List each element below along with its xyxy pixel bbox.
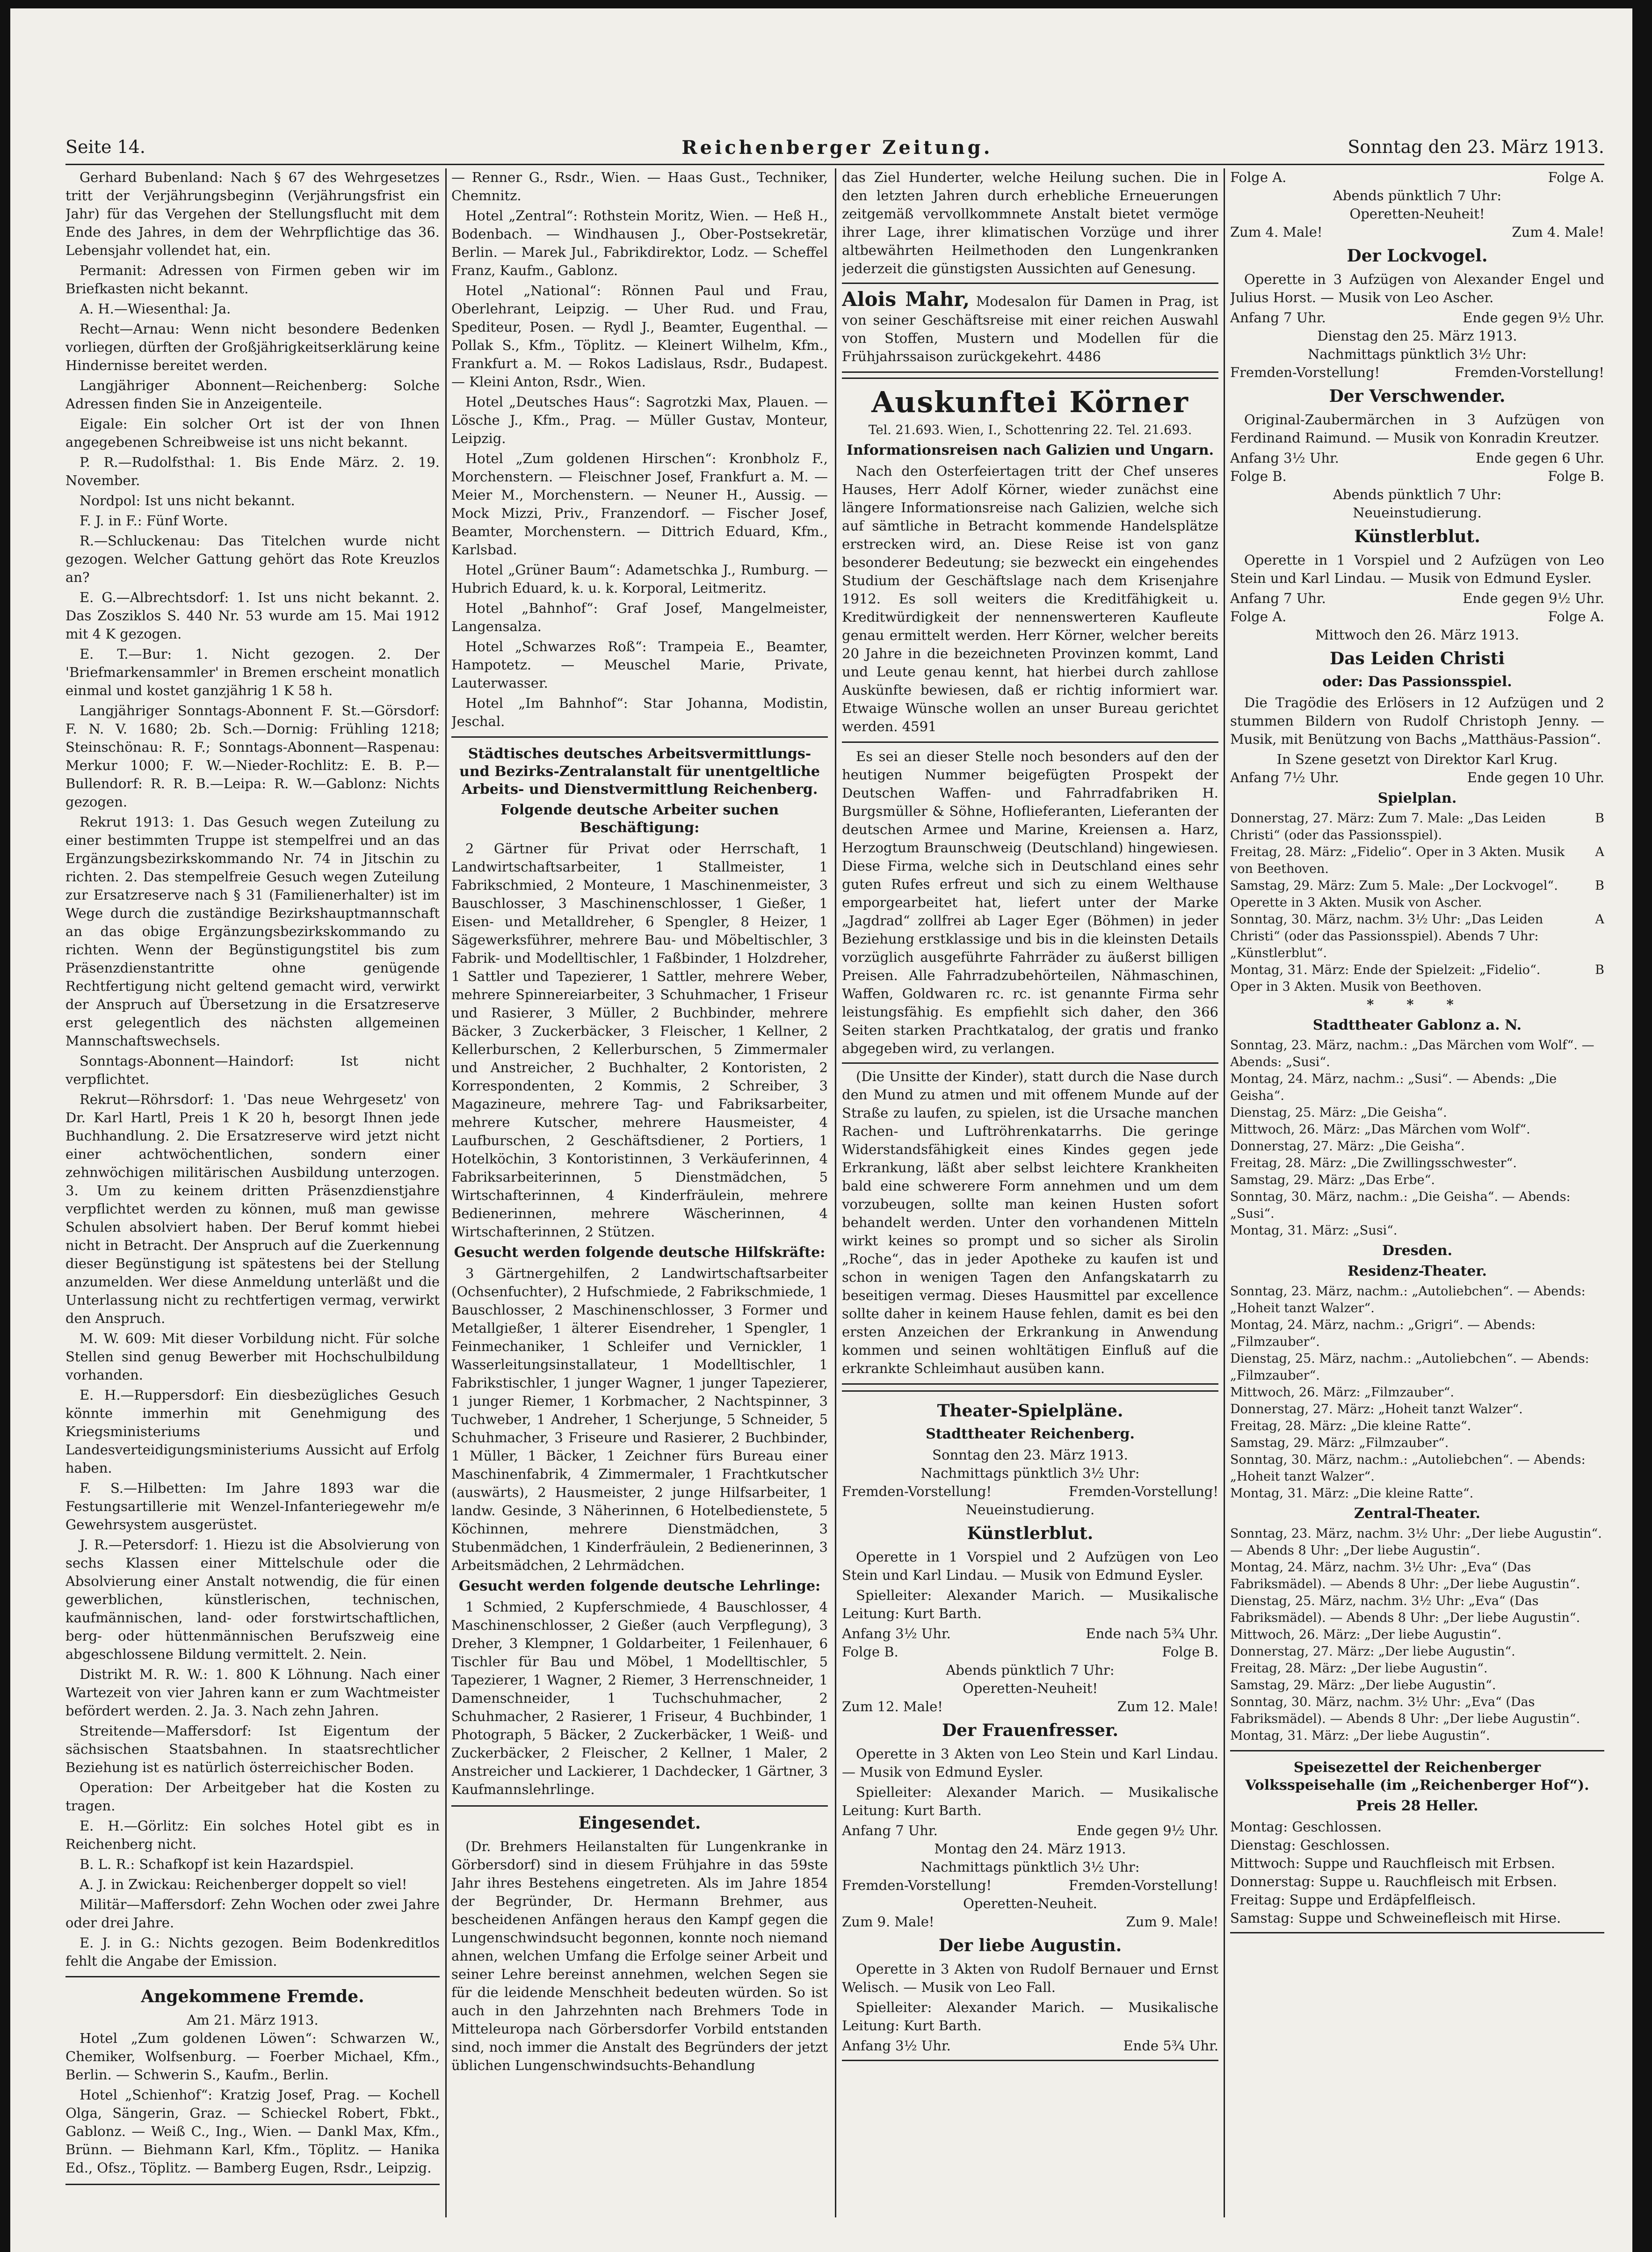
start-time: Anfang 3½ Uhr. xyxy=(842,1626,951,1642)
theater-title: Theater-Spielpläne. xyxy=(937,1401,1123,1421)
column-rule xyxy=(835,168,836,2217)
schedule-line: Dienstag, 25. März, nachm.: „Autoliebchen“. — Abends: „Filmzauber“. xyxy=(1230,1351,1589,1383)
apprentices-heading: Gesucht werden folgende deutsche Lehrlinge: xyxy=(458,1578,821,1594)
performance-time: Nachmittags pünktlich 3½ Uhr: xyxy=(920,1465,1140,1481)
menu-item: Mittwoch: Suppe und Rauchfleisch mit Erbsen. xyxy=(1230,1855,1556,1871)
play-subtitle: oder: Das Passionsspiel. xyxy=(1322,674,1512,690)
schedule-line: Montag, 24. März, nachm.: „Grigri“. — Abends: „Filmzauber“. xyxy=(1230,1318,1536,1349)
schedule-line: Donnerstag, 27. März: „Die Geisha“. xyxy=(1230,1139,1465,1154)
column-3 xyxy=(842,168,1218,2236)
helpers-list: 3 Gärtnergehilfen, 2 Landwirtschaftsarbeiter (Ochsenfuchter), 2 Hufschmiede, 2 Fabrikschmiede, 1 Bauschlosser, 2 Maschinenschlosser, 3 Former und Metallgießer, 1 älterer Eisendreher, 1 Spengler, 1 Feinmechaniker, 1 Schleifer und Vernickler, 1 Wasserleitungsinstallateur, 1 Modelltischler, 1 Fabrikstischler, 1 junger Wagner, 1 junger Tapezierer, 1 junger Riemer, 1 Korbmacher, 2 Nachtspinner, 3 Tuchweber, 1 Andreher, 1 Scherjunge, 5 Schneider, 5 Schuhmacher, 3 Friseure und Rasierer, 2 Buchbinder, 1 Müller, 1 Bäcker, 1 Zeichner fürs Bureau einer Maschinenfabrik, 4 Zimmermaler, 1 Frachtkutscher (auswärts), 2 Hausmeister, 2 junge Hilfsarbeiter, 1 landw. Gesinde, 3 Näherinnen, 6 Hotelbedienstete, 5 Köchinnen, mehrere Dienstmädchen, 3 Stubenmädchen, 1 Kinderfräulein, 2 Bedienerinnen, 3 Arbeitsmädchen, 2 Lehrmädchen. xyxy=(451,1265,828,1573)
hotel-entry: Hotel „National“: Rönnen Paul und Frau, Oberlehrant, Leipzig. — Uher Rud. und Frau, Spediteur, Posen. — Rydl J., Beamter, Eugenthal. — Pollak S., Kfm., Töplitz. — Kleinert Wilhelm, Kfm., Frankfurt a. M. — Rokos Ladislaus, Rsdr., Budapest. — Kleini Anton, Rsdr., Wien. xyxy=(451,283,828,390)
schedule-line: Samstag, 29. März: „Der liebe Augustin“. xyxy=(1230,1678,1496,1693)
koerner-subtitle: Informationsreisen nach Galizien und Ungarn. xyxy=(846,442,1214,458)
menu-section xyxy=(1230,1750,1604,1933)
schedule-line: Samstag, 29. März: „Filmzauber“. xyxy=(1230,1436,1449,1450)
schedule-line: Sonntag, 23. März, nachm. 3½ Uhr: „Der liebe Augustin“. — Abends 8 Uhr: „Der liebe Augustin“. xyxy=(1230,1526,1602,1558)
schedule-line: Freitag, 28. März: „Die kleine Ratte“. xyxy=(1230,1419,1471,1433)
play-description: Original-Zaubermärchen in 3 Aufzügen von Ferdinand Raimund. — Musik von Konradin Kreutzer. xyxy=(1230,412,1604,446)
performance-date: Sonntag den 23. März 1913. xyxy=(932,1447,1128,1463)
tag-right: Folge A. xyxy=(1548,169,1604,185)
tag-right: Fremden-Vorstellung! xyxy=(1068,1877,1218,1893)
schedule-line: Samstag, 29. März: Zum 5. Male: „Der Lockvogel“. Operette in 3 Akten. Musik von Ascher. xyxy=(1230,879,1558,910)
koerner-text: Nach den Osterfeiertagen tritt der Chef unseres Hauses, Herr Adolf Körner, wieder zunächst eine längere Informationsreise nach Galizien, welche sich auf sämtliche in Betracht kommende Handelsplätze erstrecken wird, an. Diese Reise ist von ganz besonderer Bedeutung; sie bezweckt ein eingehendes Studium der Geschäftslage nach dem Krisenjahre 1912. Es soll weiters die Kreditfähigkeit u. Kreditwürdigkeit der nennenswerteren Kaufleute genau ermittelt werden. Herr Körner, welcher bereits 20 Jahre in die bezeichneten Provinzen kommt, Land und Leute genau kennt, hat hierbei durch zahllose Auskünfte bewiesen, daß er richtig informiert war. Etwaige Wünsche wollen an unser Bureau gerichtet werden. 4591 xyxy=(842,463,1218,734)
issue-date: Sonntag den 23. März 1913. xyxy=(1348,137,1604,157)
menu-price: Preis 28 Heller. xyxy=(1356,1798,1478,1814)
letter-answer: Sonntags-Abonnent—Haindorf: Ist nicht verpflichtet. xyxy=(65,1053,440,1087)
hotel-entry: Hotel „Deutsches Haus“: Sagrotzki Max, Plauen. — Lösche J., Kfm., Prag. — Müller Gustav, Monteur, Leipzig. xyxy=(451,394,828,446)
letter-answer: F. S.—Hilbetten: Im Jahre 1893 war die Festungsartillerie mit Wenzel-Infanteriegewehr m/e Gewehrsystem ausgerüstet. xyxy=(65,1480,440,1533)
schedule-line: Montag, 31. März: „Die kleine Ratte“. xyxy=(1230,1486,1474,1501)
helpers-heading: Gesucht werden folgende deutsche Hilfskräfte: xyxy=(454,1244,826,1261)
hotel-entry: Hotel „Grüner Baum“: Adametschka J., Rumburg. — Hubrich Eduard, k. u. k. Korporal, Leitmeritz. xyxy=(451,562,828,596)
stadttheater-title: Stadttheater Reichenberg. xyxy=(926,1426,1135,1442)
tag-left: Zum 12. Male! xyxy=(842,1699,943,1714)
performance-time: Abends pünktlich 7 Uhr: xyxy=(1333,188,1502,203)
hotel-entry: Hotel „Zum goldenen Hirschen“: Kronbholz F., Morchenstern. — Fleischner Josef, Frankfurt a. M. — Meier M., Morchenstern. — Neuner H., Aussig. — Mock Mizzi, Priv., Franzendorf. — Fischer Josef, Beamter, Morchenstern. — Dittrich Eduard, Kfm., Karlsbad. xyxy=(451,450,828,558)
workers-heading: Folgende deutsche Arbeiter suchen Beschäftigung: xyxy=(500,802,779,836)
play-direction: Spielleiter: Alexander Marich. — Musikalische Leitung: Kurt Barth. xyxy=(842,1587,1218,1621)
hotel-entry: Hotel „Schienhof“: Kratzig Josef, Prag. — Kochell Olga, Sängerin, Graz. — Schieckel Robert, Fbkt., Gablonz. — Weiß C., Ing., Wien. — Dankl Max, Kfm., Brünn. — Biehmann Karl, Kfm., Töplitz. — Hanika Ed., Ofsz., Töplitz. — Bamberg Eugen, Rsdr., Leipzig. xyxy=(65,2087,440,2176)
letter-answer: Langjähriger Sonntags-Abonnent F. St.—Görsdorf: F. N. V. 1680; 2b. Sch.—Dornig: Frühling 1218; Steinschönau: R. F.; Sonntags-Abonnent—Raspenau: Merkur 1000; F. W.—Nieder-Rochlitz: E. B. P.—Bullendorf: R. R. B.—Leipa: R. W.—Gablonz: Nichts gezogen. xyxy=(65,703,440,810)
tag-left: Folge B. xyxy=(842,1644,898,1660)
performance-time: Abends pünktlich 7 Uhr: xyxy=(1333,487,1502,502)
tag-right: Fremden-Vorstellung! xyxy=(1454,364,1604,380)
play-title: Der liebe Augustin. xyxy=(938,1936,1122,1955)
koerner-advertisement xyxy=(842,378,1218,743)
newspaper-title: Reichenberger Zeitung. xyxy=(681,137,993,159)
menu-item: Freitag: Suppe und Erdäpfelfleisch. xyxy=(1230,1892,1476,1908)
schedule-line: Montag, 31. März: „Susi“. xyxy=(1230,1223,1398,1238)
hotel-entry: Hotel „Schwarzes Roß“: Trampeia E., Beamter, Hampotetz. — Meuschel Marie, Private, Lauterwasser. xyxy=(451,639,828,691)
tag-right: Folge B. xyxy=(1162,1644,1218,1660)
gablonz-theater-title: Stadttheater Gablonz a. N. xyxy=(1312,1017,1522,1033)
letter-answer: E. J. in G.: Nichts gezogen. Beim Bodenkreditlos fehlt die Angabe der Emission. xyxy=(65,1935,440,1969)
play-direction: Spielleiter: Alexander Marich. — Musikalische Leitung: Kurt Barth. xyxy=(842,1999,1218,2034)
letter-answer: J. R.—Petersdorf: 1. Hiezu ist die Absolvierung von sechs Klassen einer Mittelschule oder die Absolvierung einer Anstalt notwendig, die für einen gewerblichen, künstlerischen, technischen, kaufmännischen, land- oder forstwirtschaftlichen, berg- oder hüttenmännischen Berufszweig eine abgeschlossene Bildung vermittelt. 2. Nein. xyxy=(65,1537,440,1662)
performance-time: Nachmittags pünktlich 3½ Uhr: xyxy=(1308,346,1527,362)
tag-right: Folge B. xyxy=(1548,468,1604,484)
letter-answer: B. L. R.: Schafkopf ist kein Hazardspiel. xyxy=(80,1856,354,1872)
performance-time: Abends pünktlich 7 Uhr: xyxy=(946,1662,1115,1678)
arrivals-title: Angekommene Fremde. xyxy=(141,1987,364,2006)
hotel-entry: — Renner G., Rsdr., Wien. — Haas Gust., Techniker, Chemnitz. xyxy=(451,169,828,203)
letter-answer: E. T.—Bur: 1. Nicht gezogen. 2. Der 'Briefmarkensammler' in Bremen erscheint monatlich einmal und kostet ganzjährig 1 K 58 h. xyxy=(65,646,440,698)
schedule-line: Dienstag, 25. März, nachm. 3½ Uhr: „Eva“ (Das Fabriksmädel). — Abends 8 Uhr: „Der liebe Augustin“. xyxy=(1230,1594,1580,1625)
schedule-line: Donnerstag, 27. März: „Der liebe Augustin“. xyxy=(1230,1644,1515,1659)
hotel-entry: Hotel „Zentral“: Rothstein Moritz, Wien. — Heß H., Bodenbach. — Windhausen J., Ober-Postsekretär, Berlin. — Marek Jul., Fabrikdirektor, Lodz. — Scheffel Franz, Kaufm., Gablonz. xyxy=(451,208,828,278)
play-title: Das Leiden Christi xyxy=(1329,649,1505,668)
operetta-novelty: Operetten-Neuheit! xyxy=(962,1680,1098,1696)
schedule-line: Dienstag, 25. März: „Die Geisha“. xyxy=(1230,1105,1447,1120)
schedule-line: Mittwoch, 26. März: „Der liebe Augustin“. xyxy=(1230,1627,1501,1642)
column-4 xyxy=(1230,168,1604,2236)
schedule-line: Freitag, 28. März: „Fidelio“. Oper in 3 Akten. Musik von Beethoven. xyxy=(1230,845,1565,876)
kinder-notice-box xyxy=(842,1062,1218,1385)
header-rule xyxy=(65,164,1604,165)
residenz-theater-title: Residenz-Theater. xyxy=(1348,1263,1487,1279)
menu-item: Dienstag: Geschlossen. xyxy=(1230,1837,1390,1853)
letter-answer: E. H.—Görlitz: Ein solches Hotel gibt es in Reichenberg nicht. xyxy=(65,1818,440,1852)
column-rule xyxy=(445,168,447,2217)
tag-right: Zum 12. Male! xyxy=(1117,1699,1218,1714)
theater-section xyxy=(842,1390,1218,2061)
page-header xyxy=(65,137,1604,160)
schedule-series: B xyxy=(1595,879,1604,893)
operetta-novelty: Operetten-Neuheit! xyxy=(1349,206,1485,222)
letter-answer: P. R.—Rudolfsthal: 1. Bis Ende März. 2. 19. November. xyxy=(65,454,440,488)
tag-right: Zum 9. Male! xyxy=(1126,1914,1218,1930)
schedule-line: Sonntag, 30. März, nachm.: „Autoliebchen“. — Abends: „Hoheit tanzt Walzer“. xyxy=(1230,1453,1586,1484)
dresden-heading: Dresden. xyxy=(1382,1242,1453,1259)
mahr-advertisement xyxy=(842,283,1218,373)
schedule-line: Freitag, 28. März: „Die Zwillingsschwester“. xyxy=(1230,1156,1517,1170)
letter-answer: E. G.—Albrechtsdorf: 1. Ist uns nicht bekannt. 2. Das Zosziklos S. 440 Nr. 53 wurde am 15. Mai 1912 mit 4 K gezogen. xyxy=(65,589,440,642)
play-description: Operette in 3 Akten von Leo Stein und Karl Lindau. — Musik von Edmund Eysler. xyxy=(842,1746,1218,1780)
play-description: Die Tragödie des Erlösers in 12 Aufzügen und 2 stummen Bildern von Rudolf Christoph Jenny. — Musik, mit Benützung von Bachs „Matthäus-Passion“. xyxy=(1230,695,1604,747)
letter-answer: Distrikt M. R. W.: 1. 800 K Löhnung. Nach einer Wartezeit von vier Jahren kann er zum Wachtmeister befördert werden. 2. Ja. 3. Nach zehn Jahren. xyxy=(65,1666,440,1719)
brehmer-article: (Dr. Brehmers Heilanstalten für Lungenkranke in Görbersdorf) sind in diesem Frühjahre in das 59ste Jahr ihres Bestehens eingetreten. Als im Jahre 1854 der Begründer, Dr. Hermann Brehmer, aus bescheidenen Anfängen heraus den Kampf gegen die Lungenschwindsucht begonnen, konnte noch niemand ahnen, welchen Umfang die Erfolge seiner Arbeit und seiner Lehre bereinst annehmen, welchen Segen sie für die leidende Menschheit bedeuten würden. So ist auch in den Jahrzehnten nach Brehmers Tode in Mitteleuropa nach Görbersdorfer Vorbild entstanden sind, noch immer die Anstalt des Begründers der jetzt üblichen Lungenschwindsuchts-Behandlung xyxy=(451,1838,828,2073)
hotel-entry: Hotel „Zum goldenen Löwen“: Schwarzen W., Chemiker, Wolfsenburg. — Foerber Michael, Kfm., Berlin. — Schwerin S., Kaufm., Berlin. xyxy=(65,2030,440,2083)
letter-answer: Nordpol: Ist uns nicht bekannt. xyxy=(80,493,295,509)
eingesendet-heading: Eingesendet. xyxy=(578,1813,701,1833)
letter-answer: Streitende—Maffersdorf: Ist Eigentum der sächsischen Staatsbahnen. In staatsrechtlicher Beziehung ist es natürlich österreichischer Boden. xyxy=(65,1723,440,1775)
letter-answer: F. J. in F.: Fünf Worte. xyxy=(80,513,228,529)
end-time: Ende gegen 6 Uhr. xyxy=(1476,450,1604,466)
schedule-line: Samstag, 29. März: „Das Erbe“. xyxy=(1230,1173,1435,1187)
schedule-line: Freitag, 28. März: „Der liebe Augustin“. xyxy=(1230,1661,1488,1676)
menu-item: Samstag: Suppe und Schweinefleisch mit Hirse. xyxy=(1230,1910,1561,1926)
letter-answer: M. W. 609: Mit dieser Vorbildung nicht. Für solche Stellen sind genug Bewerber mit Hochschulbildung vorhanden. xyxy=(65,1330,440,1383)
tag-left: Folge A. xyxy=(1230,169,1287,185)
start-time: Anfang 7 Uhr. xyxy=(842,1823,938,1838)
play-direction: Spielleiter: Alexander Marich. — Musikalische Leitung: Kurt Barth. xyxy=(842,1784,1218,1818)
tag-left: Zum 4. Male! xyxy=(1230,224,1323,240)
tag-left: Zum 9. Male! xyxy=(842,1914,935,1930)
scan-edge-top xyxy=(0,0,1652,8)
spielplan-heading: Spielplan. xyxy=(1377,790,1457,806)
column-rule xyxy=(1224,168,1225,2217)
arrivals-section xyxy=(65,1976,440,2185)
end-time: Ende nach 5¾ Uhr. xyxy=(1086,1626,1218,1642)
schedule-line: Sonntag, 23. März, nachm.: „Autoliebchen“. — Abends: „Hoheit tanzt Walzer“. xyxy=(1230,1284,1586,1315)
neueinstudierung: Neueinstudierung. xyxy=(965,1502,1095,1518)
start-time: Anfang 7 Uhr. xyxy=(1230,590,1326,606)
schedule-line: Donnerstag, 27. März: „Hoheit tanzt Walzer“. xyxy=(1230,1402,1523,1417)
menu-item: Donnerstag: Suppe u. Rauchfleisch mit Erbsen. xyxy=(1230,1874,1558,1889)
schedule-line: Montag, 31. März: „Der liebe Augustin“. xyxy=(1230,1729,1490,1743)
schedule-line: Mittwoch, 26. März: „Filmzauber“. xyxy=(1230,1385,1454,1400)
schedule-line: Mittwoch, 26. März: „Das Märchen vom Wolf“. xyxy=(1230,1122,1530,1137)
play-title: Der Lockvogel. xyxy=(1347,246,1488,266)
play-title: Künstlerblut. xyxy=(1354,527,1480,546)
end-time: Ende 5¾ Uhr. xyxy=(1123,2038,1218,2054)
scan-edge-right xyxy=(1632,0,1652,2252)
schedule-series: A xyxy=(1595,912,1604,927)
letter-answer: Recht—Arnau: Wenn nicht besondere Bedenken vorliegen, dürften der Großjährigkeitserklärung keine Hindernisse bereitet werden. xyxy=(65,321,440,373)
letter-answer: E. H.—Ruppersdorf: Ein diesbezügliches Gesuch könnte immerhin mit Genehmigung des Kriegsministeriums und Landesverteidigungsministeriums Aussicht auf Erfolg haben. xyxy=(65,1387,440,1476)
apprentices-list: 1 Schmied, 2 Kupferschmiede, 4 Bauschlosser, 4 Maschinenschlosser, 2 Gießer (auch Verpflegung), 3 Dreher, 3 Klempner, 1 Goldarbeiter, 1 Feilenhauer, 6 Tischler für Bau und Möbel, 1 Modelltischler, 5 Tapezierer, 1 Wagner, 2 Riemer, 3 Herrenschneider, 1 Damenschneider, 1 Tuchschuhmacher, 2 Schuhmacher, 2 Rasierer, 1 Friseur, 4 Buchbinder, 1 Photograph, 5 Bäcker, 2 Zuckerbäcker, 1 Weiß- und Zuckerbäcker, 2 Fleischer, 2 Kellner, 1 Maler, 2 Anstreicher und Lackierer, 1 Dachdecker, 1 Gärtner, 3 Kaufmannslehrlinge. xyxy=(451,1599,828,1797)
tag-left: Folge A. xyxy=(1230,609,1287,625)
schedule-series: B xyxy=(1595,811,1604,826)
schedule-line: Sonntag, 23. März, nachm.: „Das Märchen vom Wolf“. — Abends: „Susi“. xyxy=(1230,1038,1594,1069)
letter-answer: Permanit: Adressen von Firmen geben wir im Briefkasten nicht bekannt. xyxy=(65,262,440,297)
tag-left: Folge B. xyxy=(1230,468,1287,484)
performance-date: Mittwoch den 26. März 1913. xyxy=(1315,627,1520,643)
neueinstudierung: Neueinstudierung. xyxy=(1353,505,1482,521)
arrivals-date: Am 21. März 1913. xyxy=(187,2012,319,2028)
play-description: Operette in 3 Akten von Rudolf Bernauer und Ernst Welisch. — Musik von Leo Fall. xyxy=(842,1961,1218,1995)
schedule-line: Montag, 24. März, nachm. 3½ Uhr: „Eva“ (Das Fabriksmädel). — Abends 8 Uhr: „Der liebe Augustin“. xyxy=(1230,1560,1580,1591)
koerner-address: Tel. 21.693. Wien, I., Schottenring 22. Tel. 21.693. xyxy=(868,423,1192,437)
tag-left: Fremden-Vorstellung! xyxy=(842,1483,992,1499)
page-number: Seite 14. xyxy=(65,137,145,157)
letter-answer: Eigale: Ein solcher Ort ist der von Ihnen angegebenen Schreibweise ist uns nicht bekannt. xyxy=(65,416,440,450)
menu-title: Speisezettel der Reichenberger Volksspeisehalle (im „Reichenberger Hof“). xyxy=(1245,1759,1589,1794)
play-description: Operette in 1 Vorspiel und 2 Aufzügen von Leo Stein und Karl Lindau. — Musik von Edmund Eysler. xyxy=(1230,552,1604,586)
zentral-theater-title: Zentral-Theater. xyxy=(1354,1505,1480,1522)
menu-item: Montag: Geschlossen. xyxy=(1230,1819,1382,1835)
employment-office-section xyxy=(451,736,828,1807)
section-separator: * * * xyxy=(1367,996,1468,1012)
letter-answer: Gerhard Bubenland: Nach § 67 des Wehrgesetzes tritt der Verjährungsbeginn (Verjährungsfrist ein Jahr) für das Vergehen der Stellungsflucht mit dem Ende des Jahres, in dem der Wehrpflichtige das 36. Lebensjahr vollendet hat, ein. xyxy=(65,169,440,258)
workers-list: 2 Gärtner für Privat oder Herrschaft, 1 Landwirtschaftsarbeiter, 1 Stallmeister, 1 Fabrikschmied, 2 Monteure, 1 Maschinenmeister, 3 Bauschlosser, 3 Maschinenschlosser, 1 Gießer, 1 Eisen- und Metalldreher, 6 Spengler, 8 Heizer, 1 Sägewerksführer, mehrere Bau- und Möbeltischler, 3 Fabrik- und Modelltischler, 1 Faßbinder, 1 Holzdreher, 1 Sattler und Tapezierer, 1 Sattler, mehrere Weber, mehrere Spinnereiarbeiter, 3 Schuhmacher, 1 Friseur und Rasierer, 3 Müller, 2 Buchbinder, mehrere Bäcker, 3 Zuckerbäcker, 3 Fleischer, 1 Kellner, 2 Kellerburschen, 2 Kellerburschen, 5 Zimmermaler und Anstreicher, 2 Buchhalter, 2 Kontoristen, 2 Korrespondenten, 2 Kommis, 2 Schreiber, 3 Magazineure, mehrere Tag- und Fabriksarbeiter, mehrere Kutscher, mehrere Hausmeister, 4 Laufburschen, 2 Geschäftsdiener, 2 Portiers, 1 Hotelköchin, 3 Kontoristinnen, 3 Verkäuferinnen, 4 Fabriksarbeiterinnen, 5 Dienstmädchen, 5 Wirtschafterinnen, 4 Kinderfräulein, mehrere Bedienerinnen, mehrere Wäscherinnen, 4 Wirtschafterinnen, 2 Stützen. xyxy=(451,841,828,1240)
tag-right: Fremden-Vorstellung! xyxy=(1068,1483,1218,1499)
scan-edge-left xyxy=(0,0,10,2252)
end-time: Ende gegen 9½ Uhr. xyxy=(1463,310,1604,326)
koerner-title: Auskunftei Körner xyxy=(871,385,1189,419)
start-time: Anfang 3½ Uhr. xyxy=(842,2038,951,2054)
kinder-notice: (Die Unsitte der Kinder), statt durch die Nase durch den Mund zu atmen und mit offenem Munde auf der Straße zu laufen, zu spielen, ist die Ursache manchen Rachen- und Luftröhrenkatarrhs. Die geringe Widerstandsfähigkeit eines Kindes gegen jede Erkrankung, läßt aber selbst leichtere Krankheiten bald eine schwerere Form annehmen und um dem vorzubeugen, sollte man keinen Husten sofort behandelt werden. Unter den vorhandenen Mitteln wirkt keines so prompt und so sicher als Sirolin „Roche“, das in jeder Apotheke zu kaufen ist und schon in wenigen Tagen den Anfangskatarrh zu beseitigen vermag. Dieses Hausmittel par excellence sollte daher in keinem Hause fehlen, damit es bei den ersten Anzeichen der Erkrankung in Anwendung kommen und seinen wohltätigen Einfluß auf die erkrankte Schleimhaut ausüben kann. xyxy=(842,1068,1218,1376)
letter-answer: Operation: Der Arbeitgeber hat die Kosten zu tragen. xyxy=(65,1780,440,1814)
column-1 xyxy=(65,168,440,2236)
start-time: Anfang 7 Uhr. xyxy=(1230,310,1326,326)
staging-credit: In Szene gesetzt von Direktor Karl Krug. xyxy=(1276,751,1558,767)
letter-answer: A. H.—Wiesenthal: Ja. xyxy=(80,301,231,317)
mahr-text: Modesalon für Damen in Prag, ist von seiner Geschäftsreise mit einer reichen Auswahl von Stoffen, Mustern und Modellen für die Frühjahrssaison zurückgekehrt. 4486 xyxy=(842,293,1218,364)
schedule-line: Montag, 31. März: Ende der Spielzeit: „Fidelio“. Oper in 3 Akten. Musik von Beethoven. xyxy=(1230,963,1541,994)
performance-time: Nachmittags pünktlich 3½ Uhr: xyxy=(920,1859,1140,1875)
play-title: Der Frauenfresser. xyxy=(942,1721,1119,1740)
letter-answer: R.—Schluckenau: Das Titelchen wurde nicht gezogen. Welcher Gattung gehört das Rote Kreuzlos an? xyxy=(65,533,440,585)
play-title: Der Verschwender. xyxy=(1329,386,1506,406)
tag-right: Folge A. xyxy=(1548,609,1604,625)
letter-answer: Rekrut 1913: 1. Das Gesuch wegen Zuteilung zu einer bestimmten Truppe ist stempelfrei und an das Ergänzungsbezirkskommando Nr. 74 in Jitschin zu richten. 2. Das stempelfreie Gesuch wegen Zuteilung zur Ersatzreserve nach § 31 (Familienerhalter) ist im Wege durch die zuständige Bezirkshauptmannschaft an das obige Ergänzungsbezirkskommando zu richten. Wenn der Begünstigungstitel bis zum Präsenzdienstantritte ohne genügende Rechtfertigung nicht geltend gemacht wird, verwirkt der Anspruch auf Übersetzung in die Ersatzreserve erst gelegentlich des nächsten allgemeinen Mannschaftswechsels. xyxy=(65,814,440,1049)
brehmer-article-end: das Ziel Hunderter, welche Heilung suchen. Die in den letzten Jahren durch erhebliche Erneuerungen zeitgemäß vervollkommnete Anstalt bietet vermöge ihrer Lage, ihrer klimatischen Vorzüge und ihrer altbewährten Heilmethoden den Lungenkranken jederzeit die günstigsten Aussichten auf Genesung. xyxy=(842,169,1218,276)
letter-answer: A. J. in Zwickau: Reichenberger doppelt so viel! xyxy=(80,1876,407,1892)
hotel-entry: Hotel „Im Bahnhof“: Star Johanna, Modistin, Jeschal. xyxy=(451,695,828,729)
schedule-series: A xyxy=(1595,845,1604,859)
end-time: Ende gegen 9½ Uhr. xyxy=(1463,590,1604,606)
letter-answer: Militär—Maffersdorf: Zehn Wochen oder zwei Jahre oder drei Jahre. xyxy=(65,1896,440,1931)
tag-left: Fremden-Vorstellung! xyxy=(842,1877,992,1893)
schedule-line: Sonntag, 30. März, nachm. 3½ Uhr: „Eva“ (Das Fabriksmädel). — Abends 8 Uhr: „Der liebe Augustin“. xyxy=(1230,1695,1580,1726)
schedule-series: B xyxy=(1595,963,1604,977)
employment-office-title: Städtisches deutsches Arbeitsvermittlungs- und Bezirks-Zentralanstalt für unentgeltliche Arbeits- und Dienstvermittlung Reichenberg. xyxy=(459,746,820,798)
tag-right: Zum 4. Male! xyxy=(1512,224,1604,240)
end-time: Ende gegen 9½ Uhr. xyxy=(1077,1823,1218,1838)
end-time: Ende gegen 10 Uhr. xyxy=(1467,770,1604,785)
play-title: Künstlerblut. xyxy=(967,1524,1094,1543)
operetta-novelty: Operetten-Neuheit. xyxy=(963,1896,1097,1911)
schedule-line: Sonntag, 30. März, nachm.: „Die Geisha“. — Abends: „Susi“. xyxy=(1230,1190,1571,1221)
play-description: Operette in 1 Vorspiel und 2 Aufzügen von Leo Stein und Karl Lindau. — Musik von Edmund Eysler. xyxy=(842,1549,1218,1583)
burgsmueller-notice: Es sei an dieser Stelle noch besonders auf den der heutigen Nummer beigefügten Prospekt der Deutschen Waffen- und Fahrradfabriken H. Burgsmüller & Söhne, Hoflieferanten, Lieferanten der deutschen Armee und Marine, Kreiensen a. Harz, Herzogtum Braunschweig (Deutschland) hingewiesen. Diese Firma, welche sich in Deutschland eines sehr guten Rufes erfreut und sich zu einem Welthause emporgearbeitet hat, liefert unter der Marke „Jagdrad“ zollfrei ab Lager Eger (Böhmen) in jeder Beziehung erstklassige und bis in die kleinsten Details vorzüglich ausgeführte Fahrräder zu äußerst billigen Preisen. Alle Fahrradzubehörteilen, Nähmaschinen, Waffen, Goldwaren rc. rc. ist genannte Firma sehr leistungsfähig. Es empfiehlt sich daher, den 366 Seiten starken Prachtkatalog, der gratis und franko abgegeben wird, zu verlangen. xyxy=(842,748,1218,1056)
start-time: Anfang 7½ Uhr. xyxy=(1230,770,1339,785)
letter-answer: Rekrut—Röhrsdorf: 1. 'Das neue Wehrgesetz' von Dr. Karl Hartl, Preis 1 K 20 h, besorgt Ihnen jede Buchhandlung. 2. Die Ersatzreserve wird jetzt nicht einer achtwöchentlichen, sondern einer zehnwöchigen militärischen Ausbildung unterzogen. 3. Um zu keinem dritten Präsenzdienstjahre verpflichtet werden zu können, muß man gewisse Schulen absolviert haben. Der Beruf kommt hiebei nicht in Betracht. Der Anspruch auf die Zuerkennung dieser Begünstigung ist spätestens bei der Stellung anzumelden. Wer diese Anmeldung unterläßt und die Unterlassung nicht zu rechtfertigen vermag, verwirkt den Anspruch. xyxy=(65,1091,440,1326)
schedule-line: Sonntag, 30. März, nachm. 3½ Uhr: „Das Leiden Christi“ (oder das Passionsspiel). Abends 7 Uhr: „Künstlerblut“. xyxy=(1230,912,1543,960)
tag-left: Fremden-Vorstellung! xyxy=(1230,364,1380,380)
performance-date: Montag den 24. März 1913. xyxy=(934,1841,1126,1857)
performance-date: Dienstag den 25. März 1913. xyxy=(1317,328,1517,344)
schedule-line: Donnerstag, 27. März: Zum 7. Male: „Das Leiden Christi“ (oder das Passionsspiel). xyxy=(1230,811,1546,843)
column-2 xyxy=(451,168,828,2236)
start-time: Anfang 3½ Uhr. xyxy=(1230,450,1339,466)
mahr-name: Alois Mahr, xyxy=(842,288,970,311)
hotel-entry: Hotel „Bahnhof“: Graf Josef, Mangelmeister, Langensalza. xyxy=(451,600,828,634)
letter-answer: Langjähriger Abonnent—Reichenberg: Solche Adressen finden Sie in Anzeigenteile. xyxy=(65,378,440,412)
schedule-line: Montag, 24. März, nachm.: „Susi“. — Abends: „Die Geisha“. xyxy=(1230,1072,1557,1103)
play-description: Operette in 3 Aufzügen von Alexander Engel und Julius Horst. — Musik von Leo Ascher. xyxy=(1230,271,1604,305)
